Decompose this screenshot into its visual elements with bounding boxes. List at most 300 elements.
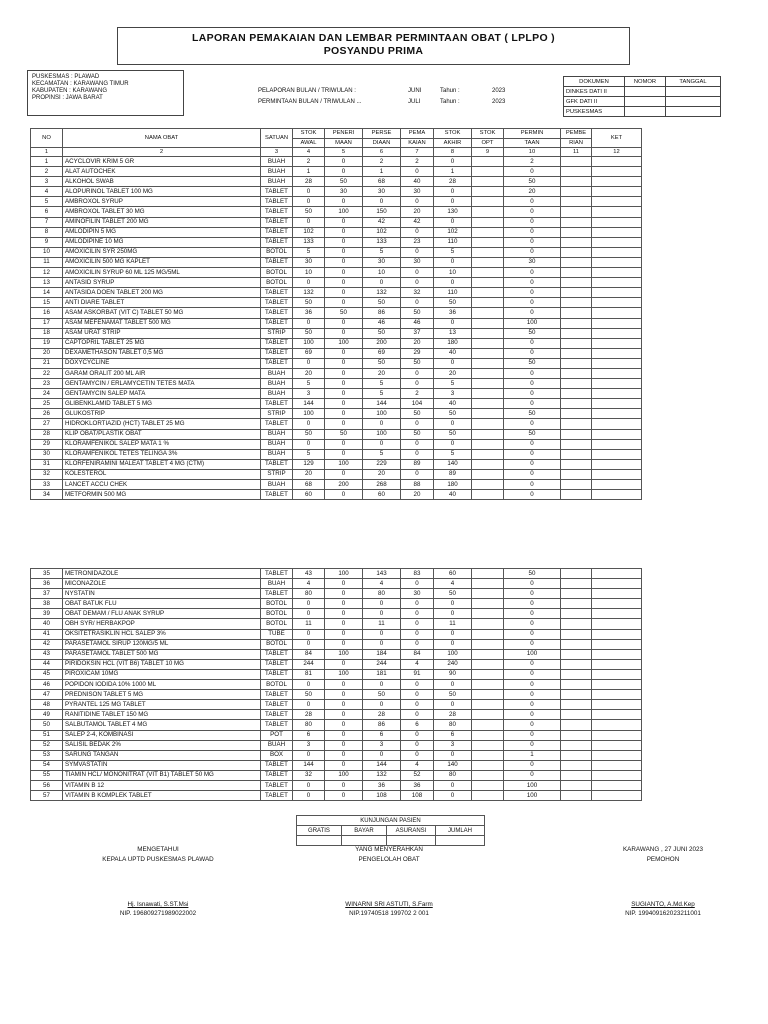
permintaan-cell: 0 <box>504 609 561 619</box>
ket-cell <box>592 419 642 429</box>
stok-awal-cell: 20 <box>293 469 325 479</box>
persediaan-cell: 200 <box>363 338 401 348</box>
pemakaian-cell: 20 <box>401 207 434 217</box>
penerimaan-cell: 0 <box>325 399 363 409</box>
penerimaan-cell: 0 <box>325 409 363 419</box>
stok-akhir-cell: 0 <box>434 257 472 267</box>
pemakaian-cell: 0 <box>401 167 434 177</box>
pemakaian-cell: 40 <box>401 177 434 187</box>
drug-unit-cell: TABLET <box>261 257 293 267</box>
drug-unit-cell: TABLET <box>261 569 293 579</box>
drug-no-cell: 2 <box>31 167 63 177</box>
sig-left-role2: KEPALA UPTD PUSKESMAS PLAWAD <box>102 856 214 863</box>
pemberian-cell <box>561 619 592 629</box>
table-row <box>31 439 642 449</box>
stok-opt-cell <box>472 760 504 770</box>
pemakaian-cell: 0 <box>401 439 434 449</box>
pemberian-cell <box>561 399 592 409</box>
drug-unit-cell: TABLET <box>261 669 293 679</box>
ket-cell <box>592 177 642 187</box>
report-subtitle: POSYANDU PRIMA <box>323 45 424 57</box>
pemberian-cell <box>561 429 592 439</box>
drug-unit-cell: BUAH <box>261 449 293 459</box>
penerimaan-cell: 0 <box>325 740 363 750</box>
pemberian-cell <box>561 207 592 217</box>
report-year-label: Tahun : <box>440 88 460 94</box>
stok-opt-cell <box>472 257 504 267</box>
pemakaian-cell: 0 <box>401 298 434 308</box>
pemberian-cell <box>561 419 592 429</box>
pemakaian-cell: 46 <box>401 318 434 328</box>
sig-left-role1: MENGETAHUI <box>137 846 179 853</box>
permintaan-cell: 0 <box>504 669 561 679</box>
penerimaan-cell: 0 <box>325 579 363 589</box>
penerimaan-cell: 0 <box>325 247 363 257</box>
table-row <box>31 459 642 469</box>
sig-mid-nip: NIP.19740518 199702 2 001 <box>349 910 429 917</box>
persediaan-cell: 0 <box>363 439 401 449</box>
drug-no-cell: 30 <box>31 449 63 459</box>
persediaan-cell: 0 <box>363 700 401 710</box>
table-row <box>31 308 642 318</box>
col-ket: KET <box>592 129 642 148</box>
penerimaan-cell: 100 <box>325 569 363 579</box>
permintaan-cell: 100 <box>504 791 561 801</box>
request-period-row <box>258 97 558 108</box>
ket-cell <box>592 237 642 247</box>
stok-awal-cell: 0 <box>293 609 325 619</box>
pemberian-cell <box>561 257 592 267</box>
drug-name-cell: MICONAZOLE <box>63 579 261 589</box>
persediaan-cell: 0 <box>363 609 401 619</box>
stok-opt-cell <box>472 680 504 690</box>
penerimaan-cell: 0 <box>325 490 363 500</box>
stok-awal-cell: 100 <box>293 338 325 348</box>
penerimaan-cell: 0 <box>325 730 363 740</box>
drug-name-cell: ALAT AUTOCHEK <box>63 167 261 177</box>
drug-no-cell: 13 <box>31 278 63 288</box>
pemberian-cell <box>561 710 592 720</box>
permintaan-cell: 0 <box>504 720 561 730</box>
col-index: 8 <box>434 148 472 157</box>
stok-akhir-cell: 0 <box>434 358 472 368</box>
pemberian-cell <box>561 167 592 177</box>
stok-opt-cell <box>472 770 504 780</box>
drug-name-cell: VITAMIN B 12 <box>63 780 261 790</box>
stok-akhir-cell: 0 <box>434 700 472 710</box>
pemakaian-cell: 50 <box>401 429 434 439</box>
col-index: 10 <box>504 148 561 157</box>
stok-opt-cell <box>472 619 504 629</box>
drug-no-cell: 23 <box>31 379 63 389</box>
doc-row-gfk: GFK DATI II <box>564 97 625 107</box>
pemberian-cell <box>561 318 592 328</box>
stok-opt-cell <box>472 368 504 378</box>
drug-unit-cell: TABLET <box>261 700 293 710</box>
drug-name-cell: ASAM ASKORBAT (VIT C) TABLET 50 MG <box>63 308 261 318</box>
stok-awal-cell: 0 <box>293 217 325 227</box>
pemakaian-cell: 50 <box>401 358 434 368</box>
patient-visit-table <box>296 815 485 846</box>
drug-table-2 <box>30 568 642 801</box>
doc-cell <box>666 97 721 107</box>
penerimaan-cell: 0 <box>325 780 363 790</box>
stok-akhir-cell: 20 <box>434 368 472 378</box>
drug-no-cell: 56 <box>31 780 63 790</box>
drug-name-cell: AMINOFILIN TABLET 200 MG <box>63 217 261 227</box>
persediaan-cell: 0 <box>363 629 401 639</box>
persediaan-cell: 133 <box>363 237 401 247</box>
drug-name-cell: NYSTATIN <box>63 589 261 599</box>
permintaan-cell: 0 <box>504 480 561 490</box>
penerimaan-cell: 0 <box>325 690 363 700</box>
stok-awal-cell: 0 <box>293 700 325 710</box>
pemberian-cell <box>561 760 592 770</box>
stok-awal-cell: 1 <box>293 167 325 177</box>
pemberian-cell <box>561 459 592 469</box>
penerimaan-cell: 0 <box>325 609 363 619</box>
table-row <box>31 469 642 479</box>
drug-unit-cell: TABLET <box>261 348 293 358</box>
drug-unit-cell: TABLET <box>261 770 293 780</box>
table-row <box>31 579 642 589</box>
ket-cell <box>592 278 642 288</box>
col-index: 5 <box>325 148 363 157</box>
stok-awal-cell: 0 <box>293 439 325 449</box>
drug-unit-cell: TABLET <box>261 318 293 328</box>
penerimaan-cell: 100 <box>325 207 363 217</box>
ket-cell <box>592 569 642 579</box>
col-penerimaan-2: MAAN <box>325 138 363 148</box>
permintaan-cell: 0 <box>504 700 561 710</box>
persediaan-cell: 244 <box>363 659 401 669</box>
visit-cell <box>436 836 485 846</box>
ket-cell <box>592 257 642 267</box>
col-no: NO <box>31 129 63 148</box>
persediaan-cell: 30 <box>363 257 401 267</box>
drug-unit-cell: TABLET <box>261 419 293 429</box>
stok-opt-cell <box>472 439 504 449</box>
drug-name-cell: CAPTOPRIL TABLET 25 MG <box>63 338 261 348</box>
request-month: JULI <box>408 99 421 105</box>
table-row <box>31 750 642 760</box>
persediaan-cell: 2 <box>363 157 401 167</box>
stok-awal-cell: 0 <box>293 419 325 429</box>
penerimaan-cell: 0 <box>325 298 363 308</box>
penerimaan-cell: 0 <box>325 358 363 368</box>
stok-opt-cell <box>472 659 504 669</box>
penerimaan-cell: 0 <box>325 680 363 690</box>
persediaan-cell: 86 <box>363 308 401 318</box>
ket-cell <box>592 207 642 217</box>
persediaan-cell: 50 <box>363 690 401 700</box>
pemakaian-cell: 0 <box>401 599 434 609</box>
table-row <box>31 409 642 419</box>
pemberian-cell <box>561 247 592 257</box>
col-stok-akhir-2: AKHIR <box>434 138 472 148</box>
drug-unit-cell: TABLET <box>261 649 293 659</box>
drug-name-cell: GENTAMYCIN SALEP MATA <box>63 389 261 399</box>
pemakaian-cell: 6 <box>401 720 434 730</box>
persediaan-cell: 0 <box>363 197 401 207</box>
persediaan-cell: 0 <box>363 419 401 429</box>
penerimaan-cell: 0 <box>325 268 363 278</box>
table-row <box>31 227 642 237</box>
permintaan-cell: 0 <box>504 760 561 770</box>
penerimaan-cell: 100 <box>325 459 363 469</box>
permintaan-cell: 0 <box>504 237 561 247</box>
permintaan-cell: 0 <box>504 338 561 348</box>
drug-unit-cell: TABLET <box>261 459 293 469</box>
persediaan-cell: 181 <box>363 669 401 679</box>
doc-header-tanggal: TANGGAL <box>666 77 721 87</box>
pemberian-cell <box>561 237 592 247</box>
table-row <box>31 449 642 459</box>
drug-name-cell: ALOPURINOL TABLET 100 MG <box>63 187 261 197</box>
table-row <box>31 207 642 217</box>
drug-name-cell: AMLODIPIN 5 MG <box>63 227 261 237</box>
drug-unit-cell: TABLET <box>261 399 293 409</box>
drug-no-cell: 38 <box>31 599 63 609</box>
drug-no-cell: 22 <box>31 368 63 378</box>
report-year: 2023 <box>492 88 506 94</box>
ket-cell <box>592 308 642 318</box>
table-row <box>31 629 642 639</box>
drug-name-cell: METRONIDAZOLE <box>63 569 261 579</box>
penerimaan-cell: 0 <box>325 469 363 479</box>
ket-cell <box>592 490 642 500</box>
request-year-label: Tahun : <box>440 99 460 105</box>
drug-unit-cell: BUAH <box>261 389 293 399</box>
penerimaan-cell: 0 <box>325 639 363 649</box>
stok-awal-cell: 60 <box>293 490 325 500</box>
drug-name-cell: PIROXICAM 10MG <box>63 669 261 679</box>
stok-awal-cell: 81 <box>293 669 325 679</box>
pemberian-cell <box>561 197 592 207</box>
persediaan-cell: 50 <box>363 298 401 308</box>
permintaan-cell: 0 <box>504 490 561 500</box>
stok-opt-cell <box>472 589 504 599</box>
persediaan-cell: 68 <box>363 177 401 187</box>
permintaan-cell: 50 <box>504 358 561 368</box>
ket-cell <box>592 480 642 490</box>
drug-name-cell: GLUKOSTRIP <box>63 409 261 419</box>
col-unit: SATUAN <box>261 129 293 148</box>
drug-name-cell: PARASETAMOL SIRUP 120MG/5 ML <box>63 639 261 649</box>
permintaan-cell: 100 <box>504 649 561 659</box>
stok-opt-cell <box>472 288 504 298</box>
drug-no-cell: 17 <box>31 318 63 328</box>
doc-cell <box>625 87 666 97</box>
permintaan-cell: 2 <box>504 157 561 167</box>
stok-awal-cell: 5 <box>293 247 325 257</box>
drug-name-cell: HIDROKLORTIAZID (HCT) TABLET 25 MG <box>63 419 261 429</box>
pemakaian-cell: 0 <box>401 629 434 639</box>
stok-opt-cell <box>472 720 504 730</box>
drug-table-2-body <box>31 569 642 801</box>
drug-name-cell: METFORMIN 500 MG <box>63 490 261 500</box>
stok-akhir-cell: 0 <box>434 197 472 207</box>
drug-table-1 <box>30 128 642 500</box>
persediaan-cell: 28 <box>363 710 401 720</box>
report-title-box <box>117 27 630 65</box>
permintaan-cell: 0 <box>504 469 561 479</box>
persediaan-cell: 6 <box>363 730 401 740</box>
persediaan-cell: 144 <box>363 399 401 409</box>
ket-cell <box>592 791 642 801</box>
signature-right <box>600 846 726 917</box>
sig-right-name: SUGIANTO, A.Md.Kep <box>631 901 695 908</box>
permintaan-cell: 50 <box>504 569 561 579</box>
drug-unit-cell: TABLET <box>261 217 293 227</box>
drug-name-cell: SYMVASTATIN <box>63 760 261 770</box>
drug-name-cell: LANCET ACCU CHEK <box>63 480 261 490</box>
drug-unit-cell: TABLET <box>261 237 293 247</box>
drug-name-cell: OBAT BATUK FLU <box>63 599 261 609</box>
stok-awal-cell: 133 <box>293 237 325 247</box>
table-row <box>31 288 642 298</box>
drug-unit-cell: BOTOL <box>261 680 293 690</box>
stok-akhir-cell: 102 <box>434 227 472 237</box>
penerimaan-cell: 200 <box>325 480 363 490</box>
stok-akhir-cell: 0 <box>434 278 472 288</box>
stok-opt-cell <box>472 409 504 419</box>
drug-unit-cell: BOTOL <box>261 268 293 278</box>
sig-mid-role2: PENGELOLAH OBAT <box>358 856 420 863</box>
stok-akhir-cell: 110 <box>434 288 472 298</box>
stok-akhir-cell: 80 <box>434 720 472 730</box>
drug-unit-cell: BUAH <box>261 480 293 490</box>
drug-no-cell: 3 <box>31 177 63 187</box>
pemberian-cell <box>561 589 592 599</box>
drug-unit-cell: TABLET <box>261 197 293 207</box>
penerimaan-cell: 0 <box>325 720 363 730</box>
stok-opt-cell <box>472 730 504 740</box>
drug-no-cell: 26 <box>31 409 63 419</box>
drug-no-cell: 37 <box>31 589 63 599</box>
drug-unit-cell: TABLET <box>261 358 293 368</box>
stok-awal-cell: 0 <box>293 358 325 368</box>
ket-cell <box>592 609 642 619</box>
stok-opt-cell <box>472 490 504 500</box>
identity-kecamatan: KECAMATAN : KARAWANG TIMUR <box>32 81 129 87</box>
stok-opt-cell <box>472 710 504 720</box>
persediaan-cell: 69 <box>363 348 401 358</box>
drug-no-cell: 51 <box>31 730 63 740</box>
drug-name-cell: KLORAMFENIKOL TETES TELINGA 3% <box>63 449 261 459</box>
stok-awal-cell: 0 <box>293 750 325 760</box>
drug-name-cell: AMOXICILIN 500 MG KAPLET <box>63 257 261 267</box>
permintaan-cell: 0 <box>504 730 561 740</box>
col-stok-akhir-1: STOK <box>434 129 472 139</box>
report-period-label: PELAPORAN BULAN / TRIWULAN : <box>258 88 356 94</box>
table-row <box>31 197 642 207</box>
identity-box <box>27 70 184 116</box>
ket-cell <box>592 740 642 750</box>
drug-unit-cell: STRIP <box>261 469 293 479</box>
pemberian-cell <box>561 599 592 609</box>
stok-akhir-cell: 50 <box>434 298 472 308</box>
table-row <box>31 609 642 619</box>
table-row <box>31 740 642 750</box>
drug-unit-cell: STRIP <box>261 328 293 338</box>
persediaan-cell: 20 <box>363 368 401 378</box>
pemberian-cell <box>561 469 592 479</box>
stok-awal-cell: 50 <box>293 328 325 338</box>
stok-awal-cell: 100 <box>293 409 325 419</box>
col-index: 1 <box>31 148 63 157</box>
persediaan-cell: 102 <box>363 227 401 237</box>
permintaan-cell: 0 <box>504 680 561 690</box>
visit-cell <box>387 836 436 846</box>
table-row <box>31 710 642 720</box>
penerimaan-cell: 0 <box>325 439 363 449</box>
drug-unit-cell: BOTOL <box>261 619 293 629</box>
stok-akhir-cell: 0 <box>434 217 472 227</box>
permintaan-cell: 50 <box>504 429 561 439</box>
stok-awal-cell: 6 <box>293 730 325 740</box>
ket-cell <box>592 389 642 399</box>
table-row <box>31 669 642 679</box>
drug-no-cell: 54 <box>31 760 63 770</box>
pemakaian-cell: 0 <box>401 740 434 750</box>
permintaan-cell: 0 <box>504 298 561 308</box>
ket-cell <box>592 649 642 659</box>
signature-middle <box>318 846 460 917</box>
drug-name-cell: KOLESTEROL <box>63 469 261 479</box>
penerimaan-cell: 100 <box>325 669 363 679</box>
permintaan-cell: 0 <box>504 227 561 237</box>
ket-cell <box>592 680 642 690</box>
stok-akhir-cell: 3 <box>434 389 472 399</box>
drug-no-cell: 6 <box>31 207 63 217</box>
table-row <box>31 599 642 609</box>
ket-cell <box>592 730 642 740</box>
identity-kabupaten: KABUPATEN : KARAWANG <box>32 88 108 94</box>
penerimaan-cell: 0 <box>325 348 363 358</box>
pemakaian-cell: 104 <box>401 399 434 409</box>
stok-akhir-cell: 89 <box>434 469 472 479</box>
pemberian-cell <box>561 609 592 619</box>
persediaan-cell: 184 <box>363 649 401 659</box>
stok-opt-cell <box>472 298 504 308</box>
persediaan-cell: 80 <box>363 589 401 599</box>
doc-row-dinkes: DINKES DATI II <box>564 87 625 97</box>
stok-opt-cell <box>472 157 504 167</box>
pemakaian-cell: 0 <box>401 368 434 378</box>
drug-name-cell: SALISIL BEDAK 2% <box>63 740 261 750</box>
ket-cell <box>592 379 642 389</box>
doc-cell <box>625 97 666 107</box>
stok-akhir-cell: 40 <box>434 348 472 358</box>
stok-awal-cell: 11 <box>293 619 325 629</box>
pemakaian-cell: 0 <box>401 469 434 479</box>
table-row <box>31 318 642 328</box>
stok-awal-cell: 28 <box>293 177 325 187</box>
request-period-label: PERMINTAAN BULAN / TRIWULAN ... <box>258 99 362 105</box>
drug-unit-cell: BUAH <box>261 368 293 378</box>
table-row <box>31 348 642 358</box>
stok-opt-cell <box>472 197 504 207</box>
stok-akhir-cell: 11 <box>434 619 472 629</box>
stok-opt-cell <box>472 649 504 659</box>
ket-cell <box>592 780 642 790</box>
pemberian-cell <box>561 379 592 389</box>
drug-no-cell: 14 <box>31 288 63 298</box>
stok-opt-cell <box>472 227 504 237</box>
penerimaan-cell: 0 <box>325 389 363 399</box>
sig-right-nip: NIP. 199409162023211001 <box>625 910 701 917</box>
